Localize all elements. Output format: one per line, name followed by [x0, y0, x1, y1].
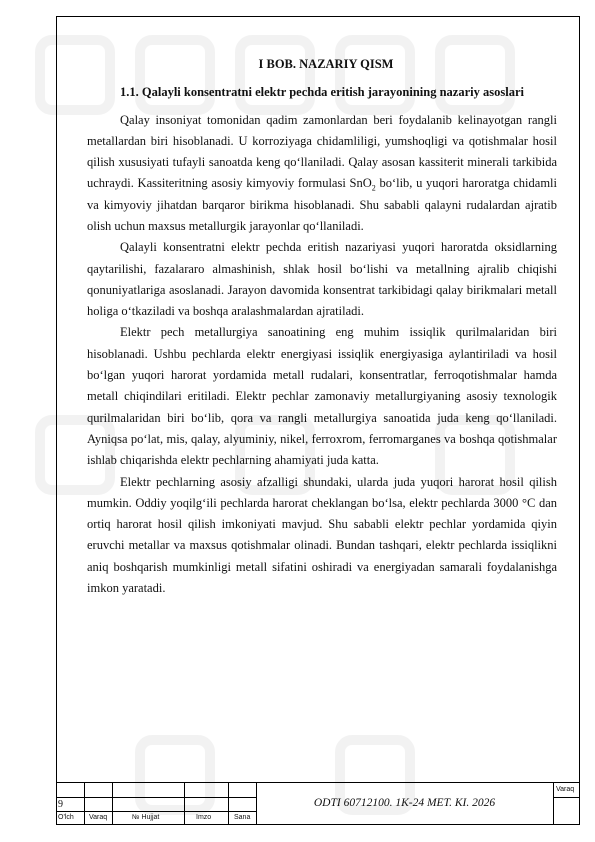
sheet-label: Varaq [556, 786, 575, 793]
document-code: ODTI 60712100. 1K-24 MET. KI. 2026 [313, 797, 496, 809]
paragraph-2: Qalayli konsentratni elektr pechda eritish nazariyasi yuqori haroratda oksidlarning qaytarilishi, fazalararo almashinish, shlak hosil bo‘lishi va metallning ajralib chiqishi qonuniyatlariga asoslanadi. Jarayon davomida konsentrat tarkibidagi qalay birikmalari metall holiga o‘tkaziladi va boshqa aralashmalardan ajratiladi. [87, 240, 557, 319]
document-body [87, 48, 557, 599]
title-block [56, 782, 580, 825]
header-olch: O'lch [58, 814, 74, 821]
paragraph-1-tail: bo‘lib, u yuqori haroratga chidamli va kimyoviy jihatdan barqaror birikma hisoblanadi. Shu sababli qalayni rudalardan ajratib olish uchun maxsus metallurgik jarayonlar qo‘llaniladi. [87, 176, 557, 233]
header-imzo: Imzo [196, 814, 212, 821]
paragraph-1 [87, 110, 557, 238]
header-varaq: Varaq [89, 814, 108, 821]
header-sana: Sana [234, 814, 251, 821]
paragraph-1-text: Qalay insoniyat tomonidan qadim zamonlardan beri foydalanib kelinayotgan rangli metallardan biri hisoblanadi. U korroziyaga chidamliligi, yumshoqligi va qotishmalar hosil qilish xususiyati tufayli sanoatda keng qo‘llaniladi. Qalay asosan kassiterit minerali tarkibida uchraydi. Kassiteritning asosiy kimyoviy formulasi [87, 112, 557, 191]
header-hujjat: № Hujjat [132, 814, 160, 821]
paragraph-4: Elektr pechlarning asosiy afzalligi shundaki, ularda juda yuqori harorat hosil qilish mumkin. Oddiy yoqilg‘ili pechlarda harorat cheklangan bo‘lsa, elektr pechlarda 3000 °C dan ortiq harorat hosil qilish imkoniyati mavjud. Shu sababli elektr pechlar yordamida qiyin eruvchi metallar va maxsus qotishmalar olinadi. Bundan tashqari, elektr pechlarda issiqlikni aniq boshqarish mumkinligi metall sifatini oshiradi va energiyadan samarali foydalanishga imkon yaratadi. [87, 474, 557, 596]
section-heading: 1.1. Qalayli konsentratni elektr pechda eritish jarayonining nazariy asoslari [120, 85, 524, 99]
paragraph-3: Elektr pech metallurgiya sanoatining eng muhim issiqlik qurilmalaridan biri hisoblanadi. Ushbu pechlarda elektr energiyasi issiqlik energiyasiga aylantiriladi va hosil bo‘lgan yuqori harorat yordamida metall rudalari, konsentratlar, ferroqotishmalar hamda metall chiqindilari eritiladi. Elektr pechlar zamonaviy metallurgiyaning asosiy texnologik qurilmalaridan biri bo‘lib, qora va rangli metallurgiya sanoatida juda keng qo‘llaniladi. Ayniqsa po‘lat, mis, qalay, alyuminiy, nikel, ferroxrom, ferromarganes va boshqa qotishmalar ishlab chiqarishda elektr pechlarning ahamiyati juda katta. [87, 325, 557, 468]
chapter-heading: I BOB. NAZARIY QISM [258, 57, 394, 71]
chemical-formula: SnO$_2$ [349, 176, 376, 193]
page-number: 9 [58, 799, 63, 810]
